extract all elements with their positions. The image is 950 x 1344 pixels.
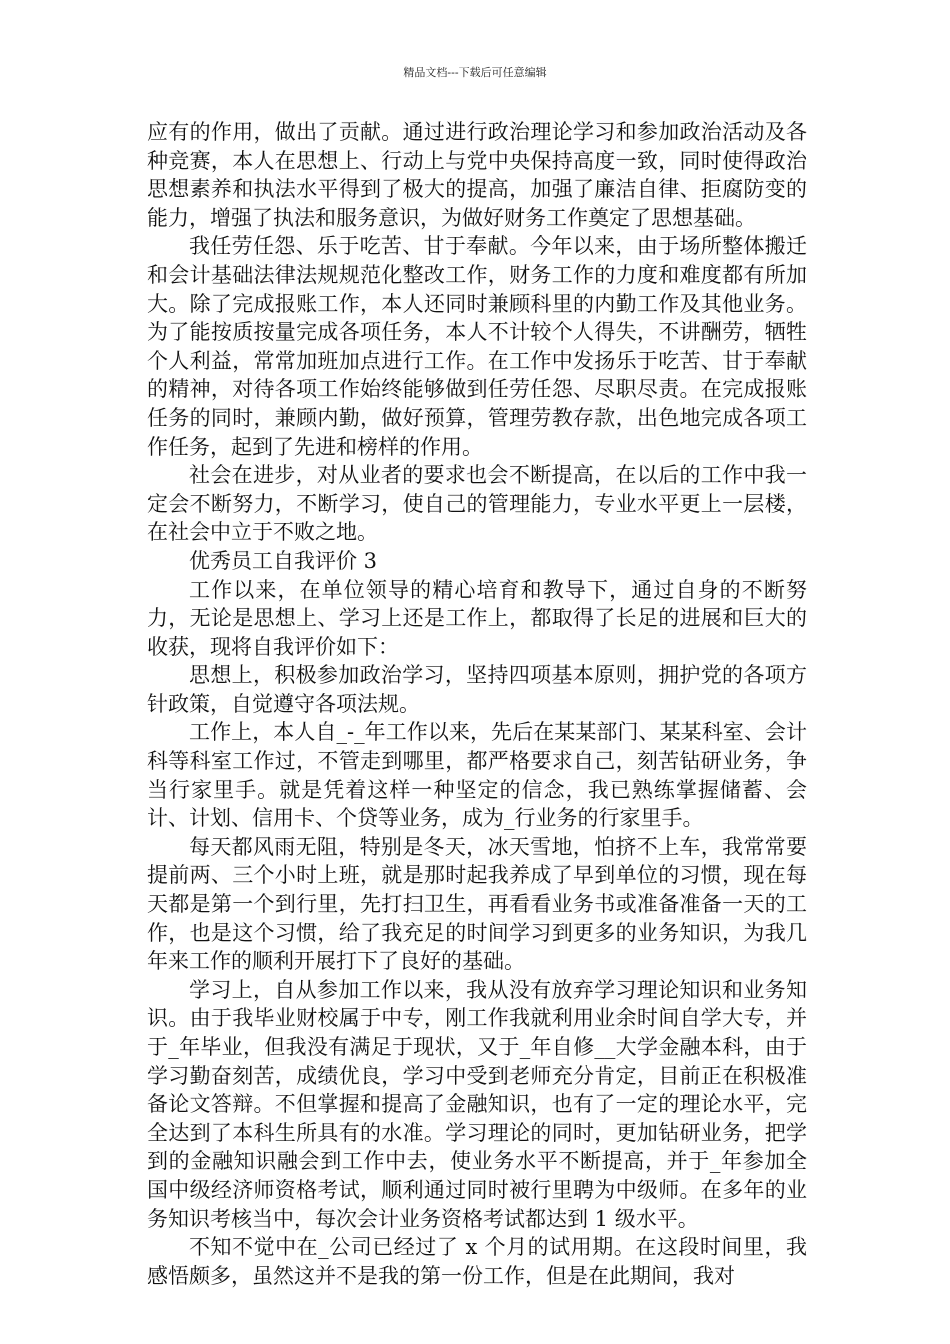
paragraph-4: 工作以来，在单位领导的精心培育和教导下，通过自身的不断努力，无论是思想上、学习上还是工作上，都取得了长足的进展和巨大的收获，现将自我评价如下： [147,577,807,659]
page-header-watermark: 精品文档---下载后可任意编辑 [403,66,547,79]
paragraph-3: 社会在进步，对从业者的要求也会不断提高，在以后的工作中我一定会不断努力，不断学习，使自己的管理能力，专业水平更上一层楼，在社会中立于不败之地。 [147,463,807,545]
paragraph-5: 思想上，积极参加政治学习，坚持四项基本原则，拥护党的各项方针政策，自觉遵守各项法规。 [147,663,807,716]
paragraph-6: 工作上，本人自_-_年工作以来，先后在某某部门、某某科室、会计科等科室工作过，不管走到哪里，都严格要求自己，刻苦钻研业务，争当行家里手。就是凭着这样一种坚定的信念，我已熟练掌握储蓄、会计、计划、信用卡、个贷等业务，成为_行业务的行家里手。 [147,720,807,831]
document-body [147,118,807,1290]
paragraph-8: 学习上，自从参加工作以来，我从没有放弃学习理论知识和业务知识。由于我毕业财校属于中专，刚工作我就利用业余时间自学大专，并于_年毕业，但我没有满足于现状，又于_年自修__大学金融本科，由于学习勤奋刻苦，成绩优良，学习中受到老师充分肯定，目前正在积极准备论文答辩。不但掌握和提高了金融知识，也有了一定的理论水平，完全达到了本科生所具有的水准。学习理论的同时，更加钻研业务，把学到的金融知识融会到工作中去，使业务水平不断提高，并于_年参加全国中级经济师资格考试，顺利通过同时被行里聘为中级师。在多年的业务知识考核当中，每次会计业务资格考试都达到 1 级水平。 [147,977,807,1231]
paragraph-1: 应有的作用，做出了贡献。通过进行政治理论学习和参加政治活动及各种竞赛，本人在思想上、行动上与党中央保持高度一致，同时使得政治思想素养和执法水平得到了极大的提高，加强了廉洁自律、拒腐防变的能力，增强了执法和服务意识，为做好财务工作奠定了思想基础。 [147,120,807,230]
section-heading: 优秀员工自我评价 3 [189,548,378,573]
paragraph-9: 不知不觉中在_公司已经过了 x 个月的试用期。在这段时间里，我感悟颇多，虽然这并不是我的第一份工作，但是在此期间，我对 [147,1235,807,1288]
paragraph-7: 每天都风雨无阻，特别是冬天，冰天雪地，怕挤不上车，我常常要提前两、三个小时上班，就是那时起我养成了早到单位的习惯，现在每天都是第一个到行里，先打扫卫生，再看看业务书或准备准备一天的工作，也是这个习惯，给了我充足的时间学习到更多的业务知识，为我几年来工作的顺利开展打下了良好的基础。 [147,834,807,974]
paragraph-2: 我任劳任怨、乐于吃苦、甘于奉献。今年以来，由于场所整体搬迁和会计基础法律法规规范化整改工作，财务工作的力度和难度都有所加大。除了完成报账工作，本人还同时兼顾科里的内勤工作及其他业务。为了能按质按量完成各项任务，本人不计较个人得失，不讲酬劳，牺牲个人利益，常常加班加点进行工作。在工作中发扬乐于吃苦、甘于奉献的精神，对待各项工作始终能够做到任劳任怨、尽职尽责。在完成报账任务的同时，兼顾内勤，做好预算，管理劳教存款，出色地完成各项工作任务，起到了先进和榜样的作用。 [147,234,807,459]
